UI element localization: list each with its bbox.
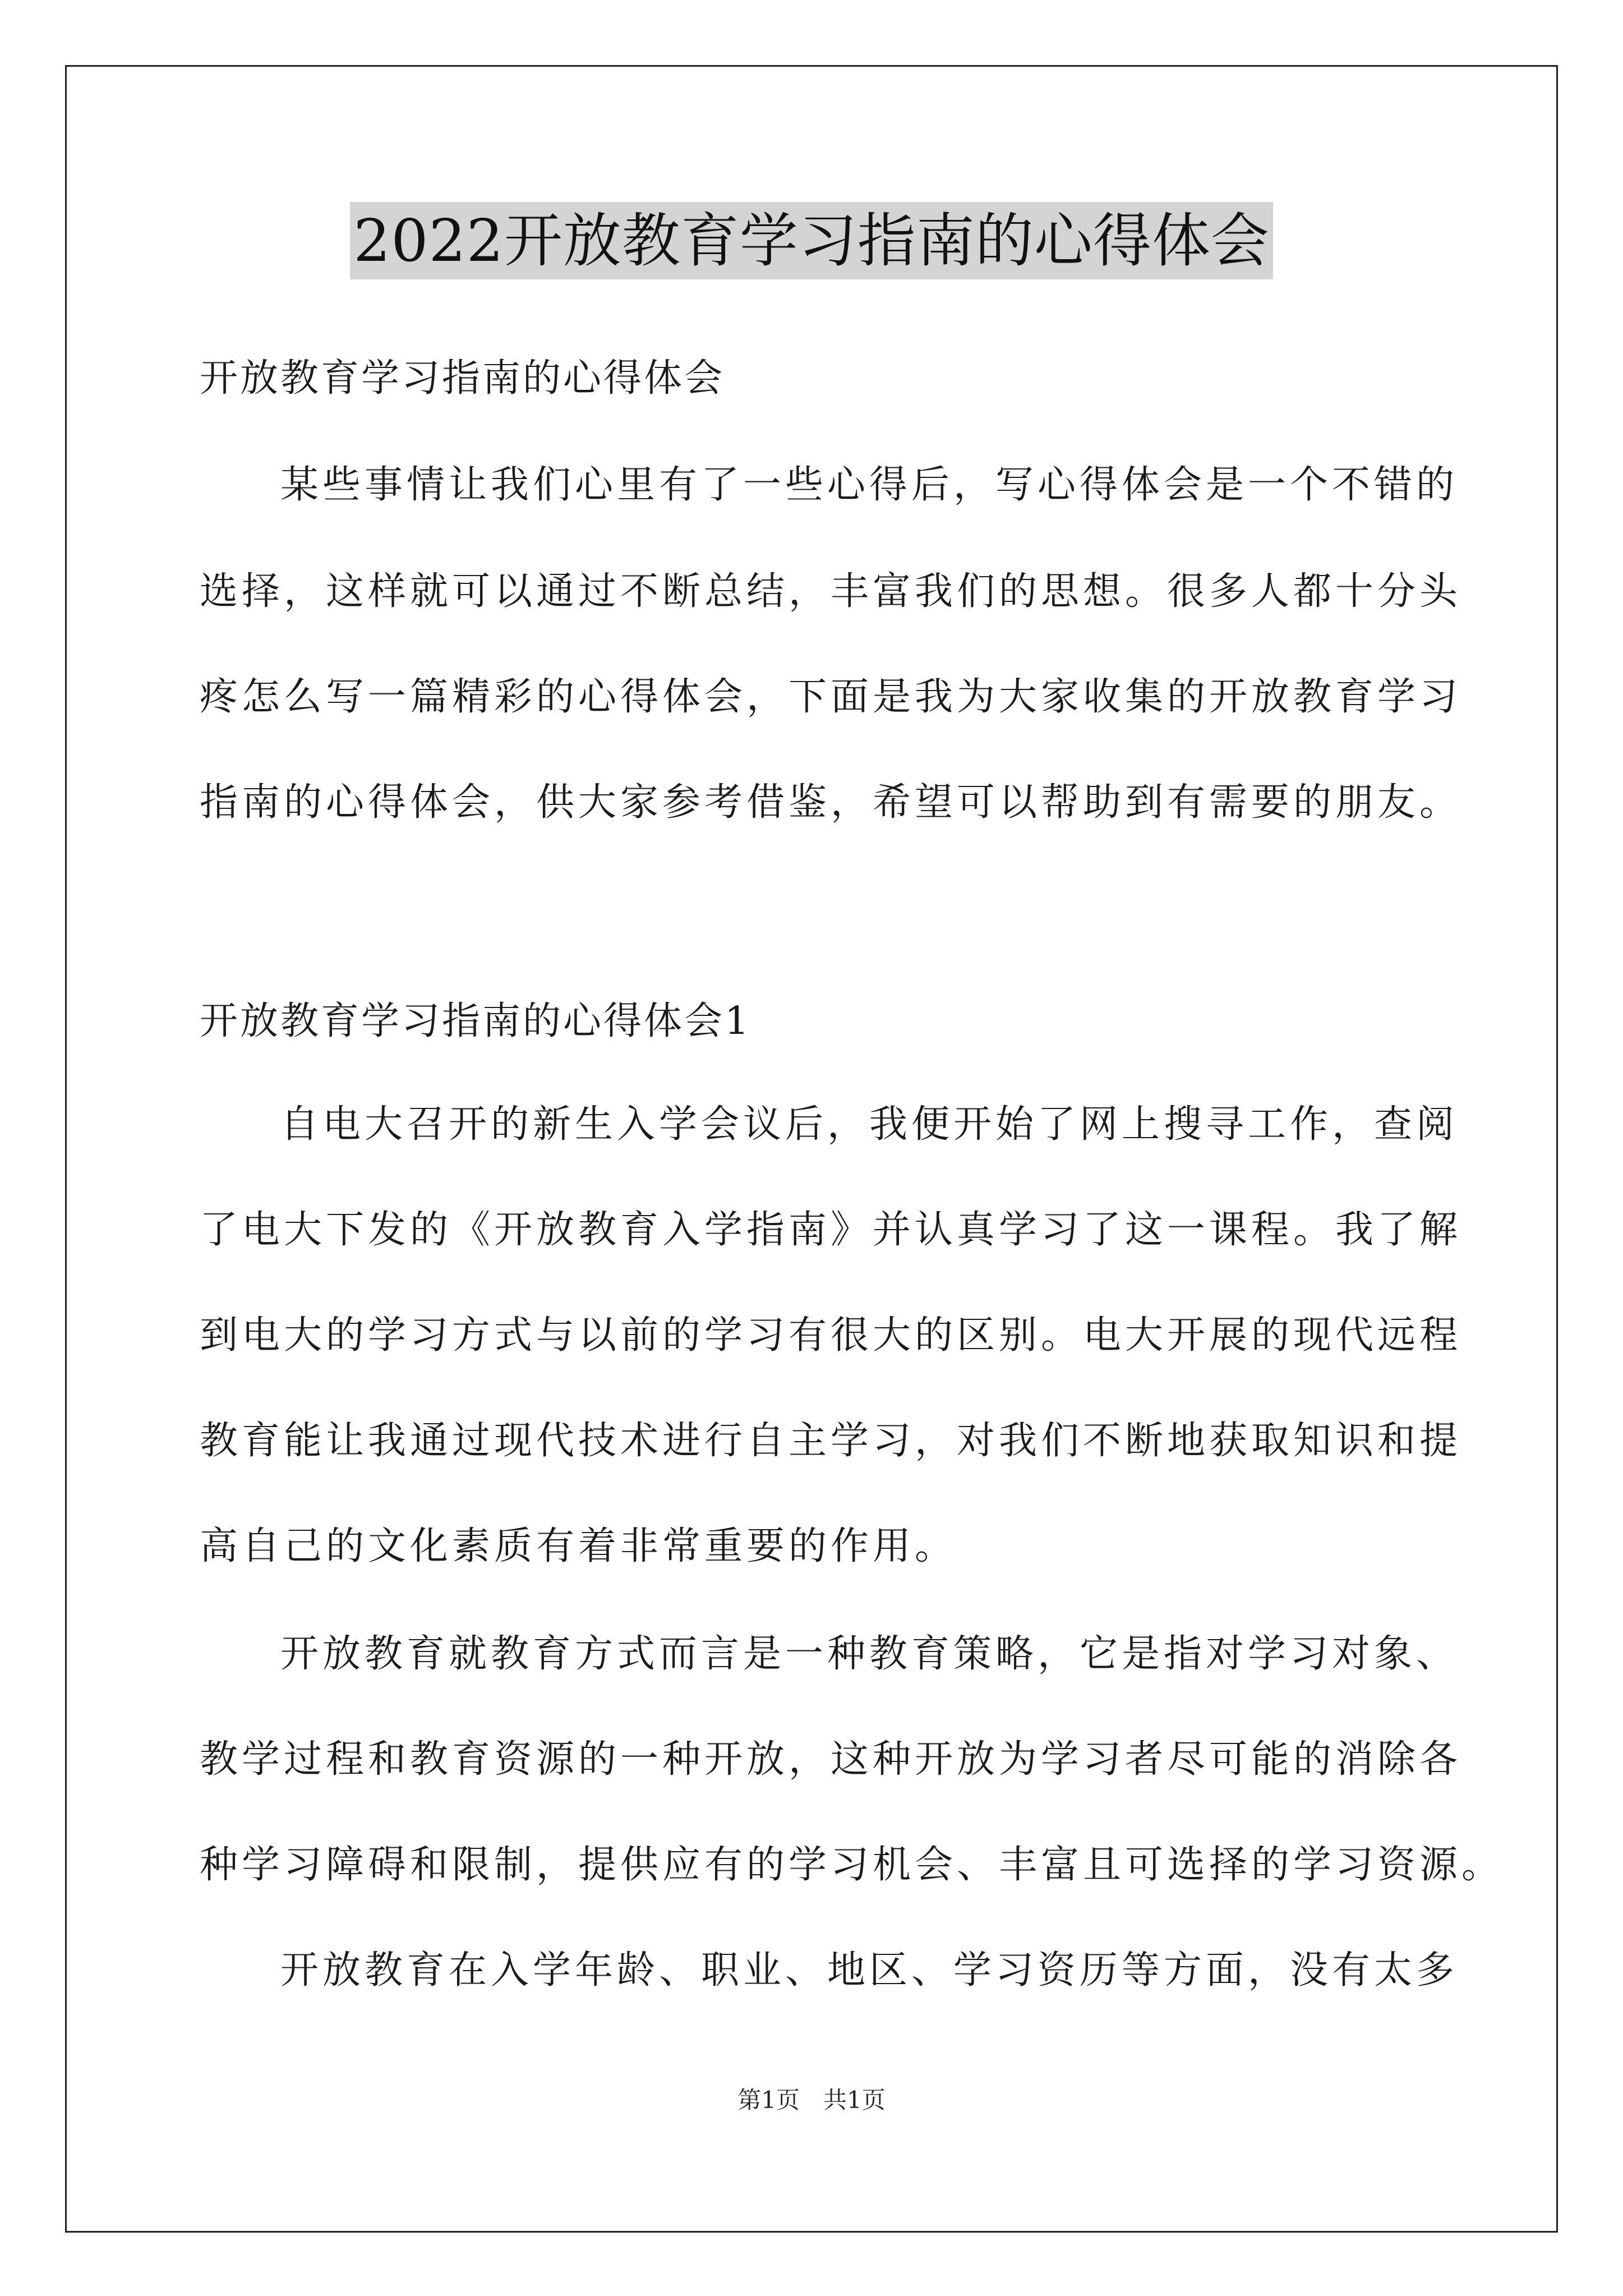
- page-number-footer: 第1页 共1页: [737, 2086, 886, 2114]
- paragraph-line: 开放教育在入学年龄、职业、地区、学习资历等方面，没有太多: [280, 1948, 1459, 1993]
- paragraph-line: 自电大召开的新生入学会议后，我便开始了网上搜寻工作，查阅: [280, 1102, 1459, 1147]
- section-heading: 开放教育学习指南的心得体会: [200, 356, 725, 401]
- document-title: 2022开放教育学习指南的心得体会: [350, 202, 1273, 279]
- paragraph-line: 开放教育就教育方式而言是一种教育策略，它是指对学习对象、: [280, 1632, 1459, 1676]
- paragraph-line: 指南的心得体会，供大家参考借鉴，希望可以帮助到有需要的朋友。: [200, 780, 1462, 825]
- section-heading: 开放教育学习指南的心得体会1: [200, 999, 751, 1043]
- paragraph-line: 选择，这样就可以通过不断总结，丰富我们的思想。很多人都十分头: [200, 569, 1462, 614]
- paragraph-line: 到电大的学习方式与以前的学习有很大的区别。电大开展的现代远程: [200, 1313, 1462, 1358]
- paragraph-line: 教学过程和教育资源的一种开放，这种开放为学习者尽可能的消除各: [200, 1737, 1462, 1782]
- paragraph-line: 了电大下发的《开放教育入学指南》并认真学习了这一课程。我了解: [200, 1208, 1462, 1252]
- paragraph-line: 教育能让我通过现代技术进行自主学习，对我们不断地获取知识和提: [200, 1419, 1462, 1463]
- paragraph-line: 种学习障碍和限制，提供应有的学习机会、丰富且可选择的学习资源。: [200, 1843, 1504, 1887]
- paragraph-line: 高自己的文化素质有着非常重要的作用。: [200, 1524, 957, 1568]
- paragraph-line: 疼怎么写一篇精彩的心得体会，下面是我为大家收集的开放教育学习: [200, 675, 1462, 719]
- paragraph-line: 某些事情让我们心里有了一些心得后，写心得体会是一个不错的: [280, 463, 1459, 507]
- document-title-area: [0, 202, 1623, 279]
